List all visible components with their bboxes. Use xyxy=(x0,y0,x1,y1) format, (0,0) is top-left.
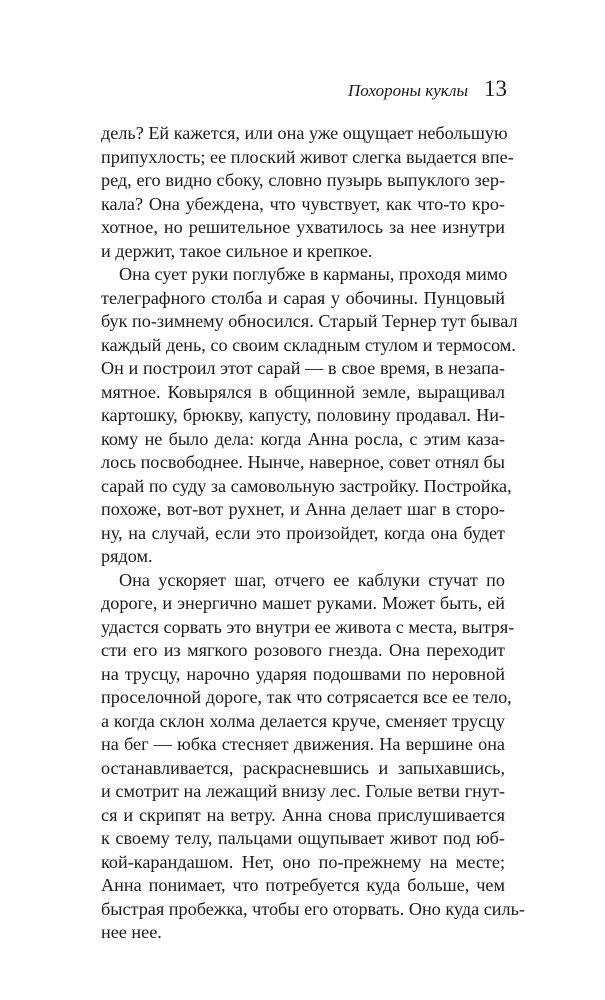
text-line: бук по-зимнему обносился. Старый Тернер тут бывал xyxy=(101,311,518,331)
text-line: телеграфного столба и сарая у обочины. Пунцовый xyxy=(101,287,505,308)
text-line: на бег — юбка стесняет движения. На вершине она xyxy=(101,734,505,754)
text-line: останавливается, раскрасневшись и запыхавшись, xyxy=(101,757,505,778)
text-line: Она ускоряет шаг, отчего ее каблуки стучат по xyxy=(119,569,505,590)
text-line: картошку, брюкву, капусту, половину продавал. Ни- xyxy=(101,405,505,425)
text-line: кому не было дела: когда Анна росла, с этим каза- xyxy=(101,428,505,449)
text-line: на трусцу, нарочно ударяя подошвами по неровной xyxy=(101,663,505,684)
text-line: удастся сорвать это внутри ее живота с места, вытря- xyxy=(101,616,515,637)
running-head xyxy=(348,76,507,102)
text-line: хотное, но решительное ухватилось за нее изнутри xyxy=(101,217,505,237)
text-line: сти его из мягкого розового гнезда. Она переходит xyxy=(101,640,505,660)
text-line: сарай по суду за самовольную застройку. Постройка, xyxy=(101,475,512,496)
text-line: и держит, такое сильное и крепкое. xyxy=(101,240,373,261)
text-line: а когда склон холма делается круче, сменяет трусцу xyxy=(101,710,505,731)
text-line: проселочной дороге, так что сотрясается все ее тело, xyxy=(101,687,512,707)
text-line: ся и скрипят на ветру. Анна снова прислушивается xyxy=(101,804,505,825)
running-title: Похороны куклы xyxy=(348,81,468,100)
text-line: припухлость; ее плоский живот слегка выдается впе- xyxy=(101,146,514,167)
page-number: 13 xyxy=(484,76,507,101)
paragraph-3 xyxy=(101,569,525,945)
text-line: дель? Ей кажется, или она уже ощущает небольшую xyxy=(101,123,508,143)
text-line: дороге, и энергично машет руками. Может быть, ей xyxy=(101,593,505,613)
text-line: Она сует руки поглубже в карманы, проходя мимо xyxy=(119,264,508,284)
text-line: ну, на случай, если это произойдет, когда она будет xyxy=(101,522,505,543)
text-line: быстрая пробежка, чтобы его оторвать. Оно куда силь- xyxy=(101,898,525,919)
text-line: нее нее. xyxy=(101,922,162,942)
text-line: к своему телу, пальцами ощупывает живот под юб- xyxy=(101,828,505,848)
text-line: каждый день, со своим складным стулом и термосом. xyxy=(101,334,516,355)
text-line: ред, его видно сбоку, словно пузырь выпуклого зер- xyxy=(101,170,505,190)
text-line: похоже, вот-вот рухнет, и Анна делает шаг в сторо- xyxy=(101,499,505,519)
text-line: Он и построил этот сарай — в свое время, в незапа- xyxy=(101,358,505,378)
text-line: и смотрит на лежащий внизу лес. Голые ветви гнут- xyxy=(101,781,505,801)
paragraph-2 xyxy=(101,263,518,569)
text-line: кой-карандашом. Нет, оно по-прежнему на месте; xyxy=(101,851,505,872)
text-line: Анна понимает, что потребуется куда больше, чем xyxy=(101,875,505,895)
paragraph-1 xyxy=(101,122,514,263)
text-line: мятное. Ковырялся в общинной земле, выращивал xyxy=(101,381,505,402)
text-line: рядом. xyxy=(101,546,153,566)
text-line: лось посвободнее. Нынче, наверное, совет отнял бы xyxy=(101,452,505,472)
text-line: кала? Она убеждена, что чувствует, как что-то кро- xyxy=(101,193,505,214)
body-text xyxy=(101,122,525,945)
